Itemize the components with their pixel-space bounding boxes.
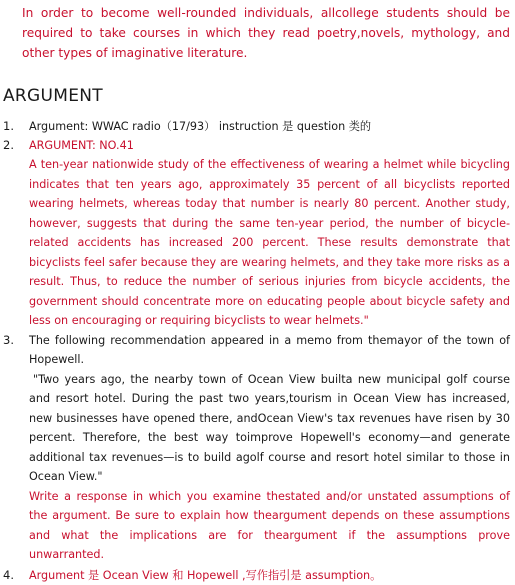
- list-item-1: [0, 117, 510, 136]
- list-item-2: [0, 136, 510, 331]
- list-item-4: [0, 566, 510, 585]
- list-item-3: [0, 331, 510, 565]
- item-1-text: Argument: WWAC radio（17/93） instruction 是 question 类的: [29, 120, 372, 133]
- section-heading: ARGUMENT: [3, 86, 103, 106]
- item-3-quote: "Two years ago, the nearby town of Ocean View builta new municipal golf course and resort hotel. During the past two years,tourism in Ocean View has increased, new businesses have opened there, andOcean View's tax revenues have risen by 30 percent. Therefore, the best way toimprove Hopewell's economy—and generate additional tax revenues—is to build agolf course and resort hotel similar to those in Ocean View.": [29, 372, 510, 483]
- item-3-intro: The following recommendation appeared in a memo from themayor of the town of Hopewell.: [29, 333, 510, 366]
- list-number: 3.: [3, 332, 14, 347]
- list-number: 4.: [3, 567, 14, 582]
- item-3-instruction: Write a response in which you examine thestated and/or unstated assumptions of the argument. Be sure to explain how theargument depends on these assumptions and what the implications are for theargument if the assumptions prove unwarranted.: [29, 489, 510, 561]
- item-4-text: Argument 是 Ocean View 和 Hopewell ,写作指引是 assumption。: [29, 568, 382, 582]
- argument-list: [0, 117, 515, 585]
- intro-prompt: In order to become well-rounded individuals, allcollege students should be required to take courses in which they read poetry,novels, mythology, and other types of imaginative literature.: [22, 6, 510, 60]
- item-2-title: ARGUMENT: NO.41: [29, 139, 134, 152]
- item-2-body: A ten-year nationwide study of the effectiveness of wearing a helmet while bicycling indicates that ten years ago, approximately 35 percent of all bicyclists reported wearing helmets, whereas today that number is nearly 80 percent. Another study, however, suggests that during the same ten-year period, the number of bicycle-related accidents has increased 200 percent. These results demonstrate that bicyclists feel safer because they are wearing helmets, and they take more risks as a result. Thus, to reduce the number of serious injuries from bicycle accidents, the government should concentrate more on educating people about bicycle safety and less on encouraging or requiring bicyclists to wear helmets.": [29, 158, 510, 327]
- list-number: 1.: [3, 119, 14, 133]
- list-number: 2.: [3, 138, 14, 152]
